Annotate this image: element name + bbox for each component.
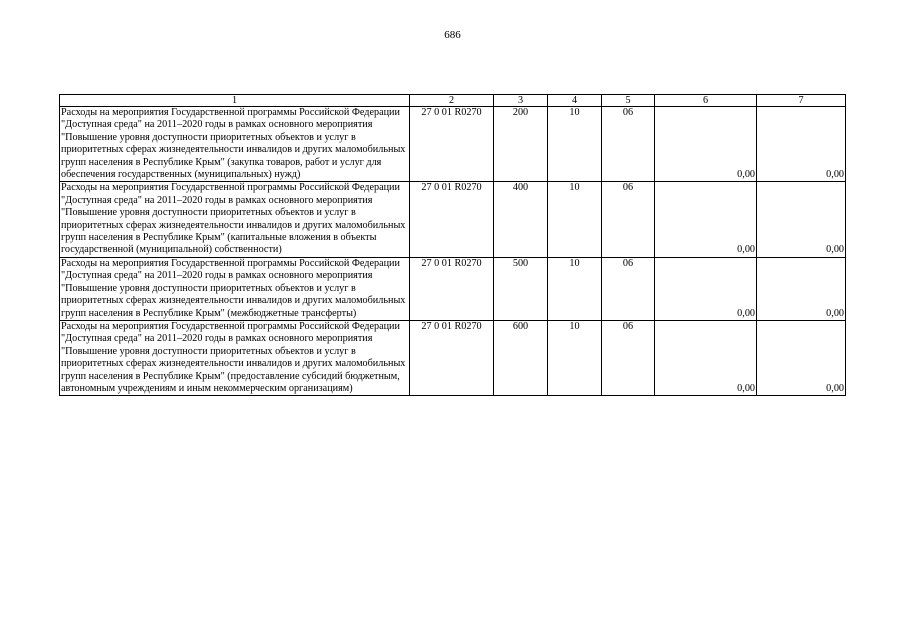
expense-type-code: 200 xyxy=(494,107,548,182)
program-code: 27 0 01 R0270 xyxy=(410,182,494,257)
amount-col-7: 0,00 xyxy=(757,107,846,182)
header-col-1: 1 xyxy=(60,95,410,107)
section-code: 10 xyxy=(548,182,602,257)
subsection-code: 06 xyxy=(602,107,655,182)
expense-type-code: 600 xyxy=(494,320,548,395)
budget-table xyxy=(59,94,846,396)
program-code: 27 0 01 R0270 xyxy=(410,320,494,395)
header-col-7: 7 xyxy=(757,95,846,107)
page-number: 686 xyxy=(444,29,461,41)
table-row xyxy=(60,182,846,257)
table-row xyxy=(60,107,846,182)
header-col-3: 3 xyxy=(494,95,548,107)
subsection-code: 06 xyxy=(602,320,655,395)
amount-col-6: 0,00 xyxy=(655,182,757,257)
expense-type-code: 500 xyxy=(494,257,548,320)
header-row xyxy=(60,95,846,107)
section-code: 10 xyxy=(548,257,602,320)
expense-description: Расходы на мероприятия Государственной программы Российской Федерации "Доступная среда" на 2011–2020 годы в рамках основного мероприятия "Повышение уровня доступности приоритетных объектов и услуг в приоритетных сферах жизнедеятельности инвалидов и других маломобильных групп населения в Республике Крым" (капитальные вложения в объекты государственной (муниципальной) собственности) xyxy=(60,182,410,257)
expense-type-code: 400 xyxy=(494,182,548,257)
subsection-code: 06 xyxy=(602,182,655,257)
section-code: 10 xyxy=(548,107,602,182)
section-code: 10 xyxy=(548,320,602,395)
table-row xyxy=(60,320,846,395)
program-code: 27 0 01 R0270 xyxy=(410,107,494,182)
header-col-2: 2 xyxy=(410,95,494,107)
amount-col-7: 0,00 xyxy=(757,257,846,320)
amount-col-7: 0,00 xyxy=(757,320,846,395)
amount-col-7: 0,00 xyxy=(757,182,846,257)
program-code: 27 0 01 R0270 xyxy=(410,257,494,320)
expense-description: Расходы на мероприятия Государственной программы Российской Федерации "Доступная среда" на 2011–2020 годы в рамках основного мероприятия "Повышение уровня доступности приоритетных объектов и услуг в приоритетных сферах жизнедеятельности инвалидов и других маломобильных групп населения в Республике Крым" (закупка товаров, работ и услуг для обеспечения государственных (муниципальных) нужд) xyxy=(60,107,410,182)
amount-col-6: 0,00 xyxy=(655,320,757,395)
subsection-code: 06 xyxy=(602,257,655,320)
table-row xyxy=(60,257,846,320)
amount-col-6: 0,00 xyxy=(655,257,757,320)
header-col-4: 4 xyxy=(548,95,602,107)
expense-description: Расходы на мероприятия Государственной программы Российской Федерации "Доступная среда" на 2011–2020 годы в рамках основного мероприятия "Повышение уровня доступности приоритетных объектов и услуг в приоритетных сферах жизнедеятельности инвалидов и других маломобильных групп населения в Республике Крым" (межбюджетные трансферты) xyxy=(60,257,410,320)
header-col-5: 5 xyxy=(602,95,655,107)
amount-col-6: 0,00 xyxy=(655,107,757,182)
expense-description: Расходы на мероприятия Государственной программы Российской Федерации "Доступная среда" на 2011–2020 годы в рамках основного мероприятия "Повышение уровня доступности приоритетных объектов и услуг в приоритетных сферах жизнедеятельности инвалидов и других маломобильных групп населения в Республике Крым" (предоставление субсидий бюджетным, автономным учреждениям и иным некоммерческим организациям) xyxy=(60,320,410,395)
header-col-6: 6 xyxy=(655,95,757,107)
